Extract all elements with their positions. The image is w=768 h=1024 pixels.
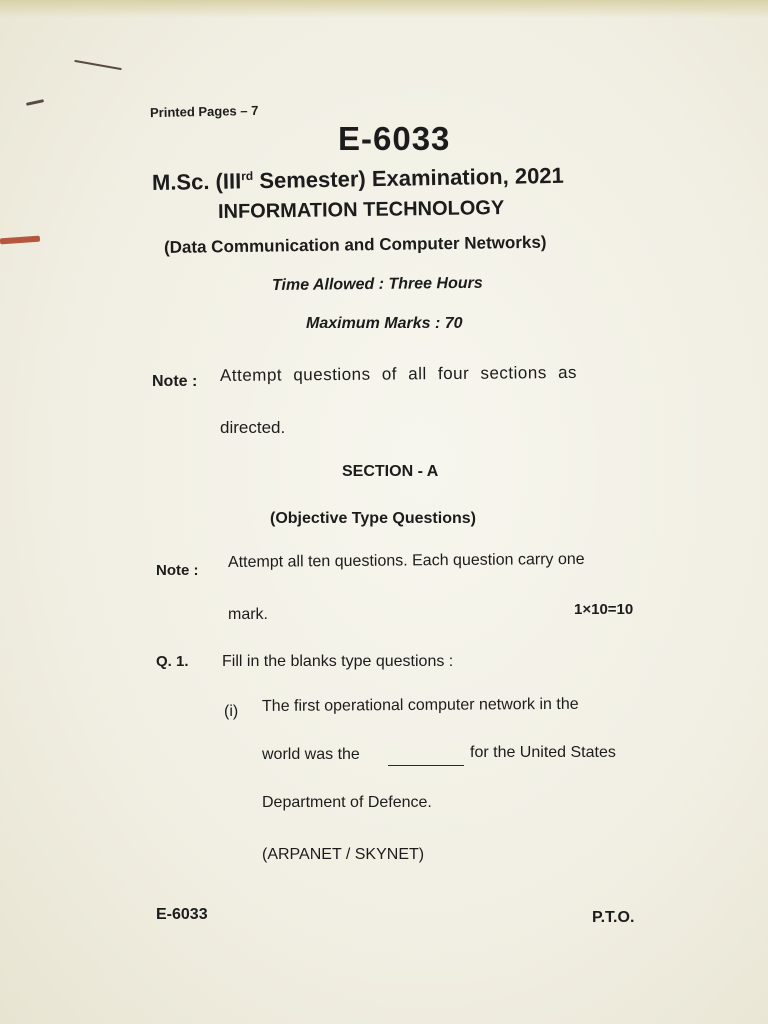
please-turn-over: P.T.O. bbox=[592, 909, 635, 926]
section-note-text: Attempt all ten questions. Each question carry one bbox=[227, 550, 585, 571]
general-note-label: Note : bbox=[152, 373, 198, 390]
printed-pages: Printed Pages – 7 bbox=[149, 102, 259, 121]
general-note-text-continued: directed. bbox=[220, 418, 286, 437]
paper-code: E-6033 bbox=[338, 120, 451, 157]
maximum-marks: Maximum Marks : 70 bbox=[306, 315, 463, 332]
section-title: SECTION - A bbox=[342, 463, 439, 480]
exam-title bbox=[152, 163, 564, 196]
section-subtitle: (Objective Type Questions) bbox=[270, 510, 476, 527]
page-top-edge bbox=[0, 0, 768, 18]
answer-options: (ARPANET / SKYNET) bbox=[262, 846, 425, 863]
sub-question-number: (i) bbox=[224, 703, 239, 720]
sub-question-line-before-blank: world was the bbox=[262, 746, 360, 763]
sub-question-line: Department of Defence. bbox=[262, 794, 432, 811]
exam-title-suffix: Semester) Examination, 2021 bbox=[253, 162, 564, 194]
exam-title-prefix: M.Sc. (III bbox=[151, 168, 242, 195]
fill-in-blank bbox=[388, 765, 464, 766]
general-note-text: Attempt questions of all four sections as bbox=[219, 362, 578, 385]
paper-title: (Data Communication and Computer Networks) bbox=[163, 232, 547, 257]
subject-title: INFORMATION TECHNOLOGY bbox=[217, 197, 505, 223]
question-number: Q. 1. bbox=[156, 653, 189, 670]
section-note-label: Note : bbox=[156, 562, 199, 579]
ink-mark bbox=[26, 99, 44, 106]
ink-mark bbox=[74, 60, 122, 70]
question-text: Fill in the blanks type questions : bbox=[222, 653, 454, 670]
exam-title-superscript: rd bbox=[241, 168, 254, 184]
ink-mark bbox=[0, 236, 40, 245]
sub-question-line-after-blank: for the United States bbox=[470, 744, 616, 761]
section-marks: 1×10=10 bbox=[574, 601, 634, 618]
footer-paper-code: E-6033 bbox=[156, 906, 208, 923]
section-note-text-continued: mark. bbox=[228, 606, 268, 623]
sub-question-line: The first operational computer network in the bbox=[261, 695, 579, 715]
time-allowed: Time Allowed : Three Hours bbox=[271, 274, 483, 294]
